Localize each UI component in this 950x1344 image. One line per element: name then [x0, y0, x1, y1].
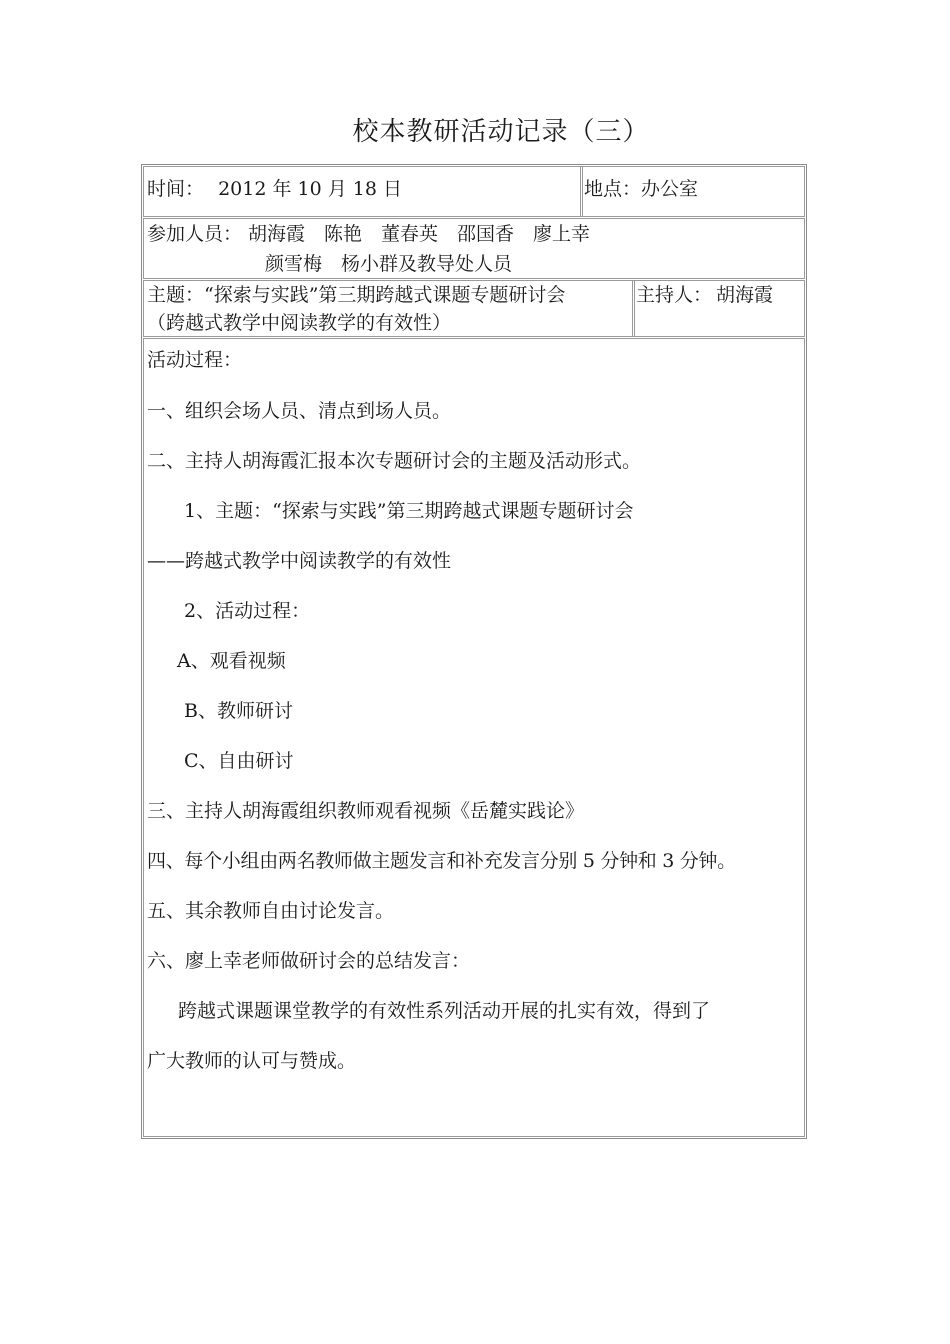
process-item: 四、每个小组由两名教师做主题发言和补充发言分别 5 分钟和 3 分钟。 — [147, 850, 736, 872]
participants-line-2: 颜雪梅 杨小群及教导处人员 — [265, 253, 513, 275]
document-title: 校本教研活动记录（三） — [352, 117, 650, 147]
process-heading: 活动过程： — [147, 349, 243, 371]
place-cell — [584, 167, 804, 216]
process-item: 一、组织会场人员、清点到场人员。 — [147, 400, 452, 422]
host-value: 胡海霞 — [716, 284, 774, 306]
place-label: 地点： — [584, 178, 642, 200]
process-item: B、教师研讨 — [184, 700, 293, 722]
process-item: 跨越式课题课堂教学的有效性系列活动开展的扎实有效，得到了 — [178, 1000, 711, 1022]
process-item: 1、主题：“探索与实践”第三期跨越式课题专题研讨会 — [184, 500, 634, 522]
process-item: 广大教师的认可与赞成。 — [147, 1050, 357, 1072]
process-item: 二、主持人胡海霞汇报本次专题研讨会的主题及活动形式。 — [147, 450, 642, 472]
host-cell — [636, 281, 804, 336]
process-item: 五、其余教师自由讨论发言。 — [147, 900, 395, 922]
process-item: C、自由研讨 — [184, 750, 294, 772]
time-cell — [147, 167, 577, 216]
process-item: A、观看视频 — [177, 650, 286, 672]
topic-cell — [147, 281, 632, 336]
participants-label: 参加人员： — [147, 223, 243, 245]
process-row — [143, 338, 805, 1137]
time-place-row — [143, 166, 805, 217]
process-item: 六、廖上幸老师做研讨会的总结发言： — [147, 950, 471, 972]
place-value: 办公室 — [641, 178, 699, 200]
process-item: ——跨越式教学中阅读教学的有效性 — [147, 550, 452, 572]
topic-line-1: 主题：“探索与实践”第三期跨越式课题专题研讨会 — [147, 284, 566, 306]
record-table — [141, 164, 807, 1139]
cell-divider — [632, 280, 635, 337]
process-item: 三、主持人胡海霞组织教师观看视频《岳麓实践论》 — [147, 800, 585, 822]
time-value: 2012 年 10 月 18 日 — [218, 178, 402, 200]
host-label: 主持人： — [636, 284, 713, 306]
topic-host-row — [143, 280, 805, 337]
process-item: 2、活动过程： — [184, 600, 311, 622]
topic-line-2: （跨越式教学中阅读教学的有效性） — [147, 312, 452, 334]
participants-line-1: 胡海霞 陈艳 董春英 邵国香 廖上幸 — [248, 223, 591, 245]
participants-row — [143, 218, 805, 279]
participants-cell — [147, 219, 804, 278]
cell-divider — [580, 166, 583, 217]
time-label: 时间： — [147, 178, 205, 200]
